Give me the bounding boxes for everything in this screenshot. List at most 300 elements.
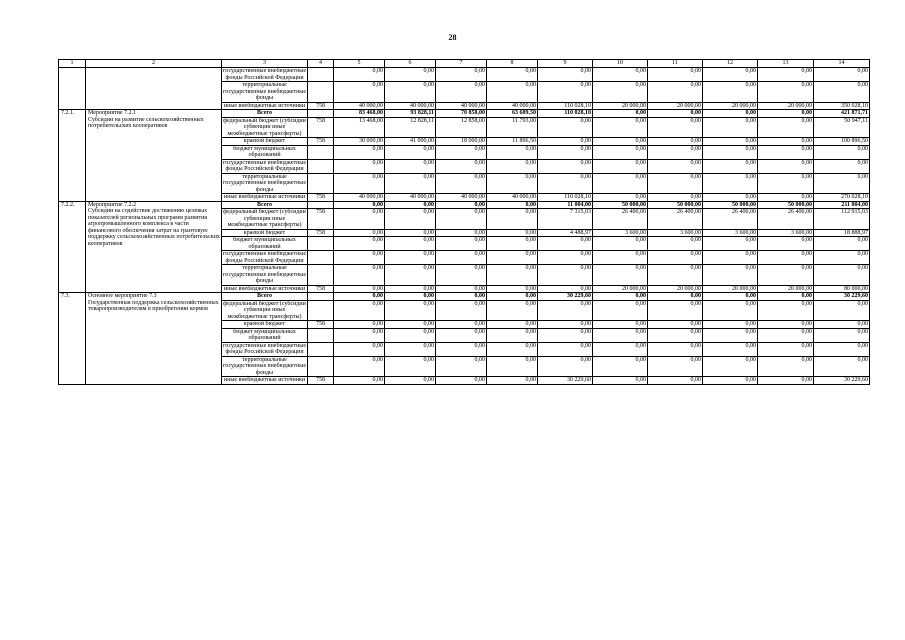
budget-code	[308, 237, 334, 251]
amount-cell: 0,00	[703, 237, 758, 251]
amount-cell: 0,00	[487, 321, 538, 329]
budget-table	[58, 59, 870, 385]
amount-cell: 0,00	[703, 377, 758, 385]
amount-cell: 0,00	[814, 356, 870, 377]
budget-code: 758	[308, 377, 334, 385]
budget-code	[308, 145, 334, 159]
amount-cell: 40 000,00	[487, 194, 538, 202]
amount-cell: 110 028,10	[538, 110, 593, 118]
amount-cell: 110 028,10	[538, 194, 593, 202]
amount-cell: 0,00	[487, 209, 538, 230]
amount-cell: 0,00	[703, 300, 758, 321]
amount-cell: 0,00	[334, 159, 385, 173]
amount-cell: 0,00	[703, 321, 758, 329]
amount-cell: 0,00	[758, 377, 814, 385]
amount-cell: 0,00	[703, 173, 758, 194]
amount-cell: 0,00	[814, 321, 870, 329]
amount-cell: 0,00	[385, 285, 436, 293]
header-cell: 1	[59, 60, 86, 68]
amount-cell: 0,00	[487, 293, 538, 301]
amount-cell: 0,00	[538, 321, 593, 329]
amount-cell: 0,00	[385, 82, 436, 103]
amount-cell: 0,00	[538, 328, 593, 342]
amount-cell: 0,00	[814, 237, 870, 251]
amount-cell: 0,00	[538, 237, 593, 251]
amount-cell: 0,00	[436, 251, 487, 265]
amount-cell: 0,00	[334, 328, 385, 342]
funding-source: краевой бюджет	[222, 138, 308, 146]
funding-source: территориальные государственные внебюджетные фонды	[223, 173, 306, 193]
amount-cell: 0,00	[538, 138, 593, 146]
amount-cell: 0,00	[436, 159, 487, 173]
table-row	[59, 201, 870, 209]
funding-source: бюджет муниципальных образований	[222, 145, 308, 159]
amount-cell: 0,00	[758, 328, 814, 342]
amount-cell: 0,00	[703, 145, 758, 159]
amount-cell: 0,00	[703, 293, 758, 301]
header-cell: 6	[385, 60, 436, 68]
amount-cell: 0,00	[758, 159, 814, 173]
amount-cell: 0,00	[436, 209, 487, 230]
header-cell: 7	[436, 60, 487, 68]
amount-cell: 0,00	[385, 328, 436, 342]
budget-code	[308, 110, 334, 118]
funding-source: государственные внебюджетные фонды Российской Федерации	[223, 251, 306, 264]
amount-cell: 0,00	[703, 194, 758, 202]
amount-cell: 0,00	[538, 159, 593, 173]
amount-cell: 50 000,00	[703, 201, 758, 209]
amount-cell: 0,00	[814, 82, 870, 103]
amount-cell: 0,00	[648, 321, 703, 329]
amount-cell: 0,00	[593, 117, 648, 138]
amount-cell: 0,00	[593, 293, 648, 301]
amount-cell: 0,00	[648, 328, 703, 342]
budget-code	[308, 342, 334, 356]
amount-cell: 0,00	[385, 145, 436, 159]
amount-cell: 3 600,00	[758, 229, 814, 237]
amount-cell: 0,00	[487, 237, 538, 251]
amount-cell: 0,00	[758, 145, 814, 159]
amount-cell: 26 400,00	[648, 209, 703, 230]
funding-source: государственные внебюджетные фонды Российской Федерации	[223, 68, 306, 81]
amount-cell: 0,00	[758, 82, 814, 103]
amount-cell: 0,00	[385, 265, 436, 286]
amount-cell: 50 947,11	[814, 117, 870, 138]
amount-cell: 3 600,00	[593, 229, 648, 237]
funding-source: Всего	[222, 293, 308, 301]
amount-cell: 40 000,00	[487, 102, 538, 110]
amount-cell: 0,00	[648, 145, 703, 159]
amount-cell: 0,00	[648, 173, 703, 194]
budget-code	[308, 159, 334, 173]
amount-cell: 0,00	[487, 265, 538, 286]
amount-cell: 20 000,00	[758, 102, 814, 110]
amount-cell: 0,00	[758, 194, 814, 202]
amount-cell: 0,00	[538, 82, 593, 103]
header-cell: 2	[86, 60, 222, 68]
amount-cell: 0,00	[334, 68, 385, 82]
amount-cell: 0,00	[385, 68, 436, 82]
amount-cell: 0,00	[758, 300, 814, 321]
amount-cell: 7 315,03	[538, 209, 593, 230]
budget-code: 758	[308, 117, 334, 138]
amount-cell: 40 000,00	[436, 194, 487, 202]
amount-cell: 0,00	[758, 342, 814, 356]
amount-cell: 0,00	[703, 138, 758, 146]
amount-cell: 112 915,03	[814, 209, 870, 230]
budget-code	[308, 300, 334, 321]
table-row	[59, 110, 870, 118]
amount-cell: 0,00	[334, 285, 385, 293]
amount-cell: 0,00	[487, 342, 538, 356]
amount-cell: 0,00	[593, 159, 648, 173]
budget-code: 758	[308, 138, 334, 146]
amount-cell: 0,00	[593, 300, 648, 321]
budget-code: 758	[308, 285, 334, 293]
amount-cell: 270 028,10	[814, 194, 870, 202]
amount-cell: 30 229,60	[814, 293, 870, 301]
amount-cell: 0,00	[758, 321, 814, 329]
amount-cell: 0,00	[593, 356, 648, 377]
amount-cell: 0,00	[758, 251, 814, 265]
amount-cell: 0,00	[593, 194, 648, 202]
amount-cell: 0,00	[593, 321, 648, 329]
amount-cell: 30 229,60	[538, 377, 593, 385]
amount-cell: 80 000,00	[814, 285, 870, 293]
amount-cell: 0,00	[385, 342, 436, 356]
amount-cell: 93 828,11	[385, 110, 436, 118]
amount-cell: 0,00	[758, 356, 814, 377]
funding-source: иные внебюджетные источники	[222, 194, 308, 202]
amount-cell: 0,00	[487, 285, 538, 293]
activity-description	[86, 110, 222, 202]
amount-cell: 0,00	[334, 145, 385, 159]
budget-code	[308, 68, 334, 82]
amount-cell: 0,00	[703, 251, 758, 265]
budget-code: 758	[308, 321, 334, 329]
header-cell: 10	[593, 60, 648, 68]
funding-source: иные внебюджетные источники	[222, 102, 308, 110]
amount-cell: 83 468,00	[334, 110, 385, 118]
amount-cell: 0,00	[334, 173, 385, 194]
header-cell: 9	[538, 60, 593, 68]
amount-cell: 0,00	[648, 356, 703, 377]
amount-cell: 0,00	[487, 145, 538, 159]
budget-code	[308, 356, 334, 377]
amount-cell: 0,00	[703, 342, 758, 356]
amount-cell: 0,00	[703, 356, 758, 377]
amount-cell: 50 000,00	[758, 201, 814, 209]
amount-cell: 20 000,00	[593, 285, 648, 293]
funding-source: иные внебюджетные источники	[222, 285, 308, 293]
amount-cell: 0,00	[814, 159, 870, 173]
amount-cell: 0,00	[436, 237, 487, 251]
amount-cell: 0,00	[385, 251, 436, 265]
amount-cell: 211 804,00	[814, 201, 870, 209]
amount-cell: 0,00	[538, 117, 593, 138]
amount-cell: 0,00	[385, 293, 436, 301]
header-cell: 4	[308, 60, 334, 68]
amount-cell: 0,00	[648, 159, 703, 173]
amount-cell: 0,00	[436, 377, 487, 385]
amount-cell: 0,00	[593, 265, 648, 286]
amount-cell: 0,00	[648, 265, 703, 286]
amount-cell: 0,00	[593, 138, 648, 146]
amount-cell: 0,00	[648, 293, 703, 301]
amount-cell: 0,00	[385, 201, 436, 209]
funding-source: федеральный бюджет (субсидии субвенции иные межбюджетные трансферты)	[223, 300, 306, 320]
amount-cell: 0,00	[814, 265, 870, 286]
amount-cell: 0,00	[436, 145, 487, 159]
funding-source: государственные внебюджетные фонды Российской Федерации	[223, 342, 306, 355]
amount-cell: 0,00	[648, 237, 703, 251]
amount-cell: 0,00	[758, 293, 814, 301]
funding-source: бюджет муниципальных образований	[222, 328, 308, 342]
amount-cell: 0,00	[648, 194, 703, 202]
funding-source: Всего	[222, 201, 308, 209]
amount-cell: 0,00	[703, 110, 758, 118]
amount-cell: 0,00	[538, 356, 593, 377]
activity-number	[59, 68, 86, 110]
amount-cell: 0,00	[814, 300, 870, 321]
budget-code: 758	[308, 194, 334, 202]
amount-cell: 0,00	[385, 237, 436, 251]
amount-cell: 0,00	[436, 328, 487, 342]
amount-cell: 0,00	[334, 265, 385, 286]
amount-cell: 0,00	[334, 209, 385, 230]
activity-description	[86, 201, 222, 293]
amount-cell: 0,00	[436, 68, 487, 82]
amount-cell: 0,00	[593, 110, 648, 118]
amount-cell: 0,00	[703, 117, 758, 138]
funding-source: территориальные государственные внебюджетные фонды	[223, 356, 306, 376]
amount-cell: 0,00	[593, 251, 648, 265]
amount-cell: 0,00	[703, 68, 758, 82]
amount-cell: 0,00	[538, 285, 593, 293]
amount-cell: 0,00	[334, 342, 385, 356]
amount-cell: 0,00	[436, 300, 487, 321]
amount-cell: 0,00	[758, 110, 814, 118]
header-cell: 5	[334, 60, 385, 68]
activity-title: Мероприятие 7.2.2	[88, 201, 137, 208]
amount-cell: 0,00	[758, 117, 814, 138]
amount-cell: 20 000,00	[648, 102, 703, 110]
amount-cell: 0,00	[593, 82, 648, 103]
budget-code	[308, 293, 334, 301]
funding-source: государственные внебюджетные фонды Российской Федерации	[223, 159, 306, 172]
amount-cell: 0,00	[436, 293, 487, 301]
amount-cell: 4 488,97	[538, 229, 593, 237]
budget-code	[308, 265, 334, 286]
amount-cell: 0,00	[814, 251, 870, 265]
amount-cell: 0,00	[703, 82, 758, 103]
amount-cell: 11 793,00	[487, 117, 538, 138]
amount-cell: 0,00	[593, 377, 648, 385]
amount-cell: 0,00	[487, 201, 538, 209]
amount-cell: 40 000,00	[334, 102, 385, 110]
budget-code	[308, 201, 334, 209]
amount-cell: 30 229,60	[814, 377, 870, 385]
activity-number: 7.3.	[59, 293, 86, 385]
budget-code	[308, 173, 334, 194]
activity-description	[86, 68, 222, 110]
amount-cell: 0,00	[814, 328, 870, 342]
amount-cell: 0,00	[648, 68, 703, 82]
amount-cell: 0,00	[385, 173, 436, 194]
amount-cell: 20 000,00	[648, 285, 703, 293]
activity-title: Мероприятие 7.2.1	[88, 110, 137, 116]
amount-cell: 0,00	[538, 342, 593, 356]
amount-cell: 0,00	[334, 229, 385, 237]
amount-cell: 0,00	[538, 68, 593, 82]
amount-cell: 0,00	[487, 356, 538, 377]
header-cell: 13	[758, 60, 814, 68]
table-body	[59, 60, 870, 385]
amount-cell: 0,00	[538, 251, 593, 265]
header-cell: 8	[487, 60, 538, 68]
amount-cell: 50 000,00	[648, 201, 703, 209]
budget-code	[308, 251, 334, 265]
amount-cell: 0,00	[385, 377, 436, 385]
amount-cell: 0,00	[648, 110, 703, 118]
amount-cell: 0,00	[648, 377, 703, 385]
funding-source: федеральный бюджет (субсидии субвенции иные межбюджетные трансферты)	[223, 209, 306, 228]
budget-code: 758	[308, 209, 334, 230]
amount-cell: 0,00	[648, 138, 703, 146]
amount-cell: 0,00	[648, 300, 703, 321]
header-cell: 12	[703, 60, 758, 68]
budget-code: 758	[308, 229, 334, 237]
amount-cell: 0,00	[334, 82, 385, 103]
amount-cell: 30 229,60	[538, 293, 593, 301]
funding-source: территориальные государственные внебюджетные фонды	[223, 265, 306, 284]
amount-cell: 0,00	[758, 237, 814, 251]
amount-cell: 0,00	[758, 68, 814, 82]
amount-cell: 0,00	[703, 328, 758, 342]
amount-cell: 0,00	[436, 321, 487, 329]
activity-number: 7.2.1.	[59, 110, 86, 202]
activity-text: Субсидии на развитие сельскохозяйственных потребительских кооперативов	[88, 116, 204, 129]
amount-cell: 0,00	[334, 201, 385, 209]
amount-cell: 0,00	[436, 265, 487, 286]
amount-cell: 0,00	[436, 342, 487, 356]
funding-source: бюджет муниципальных образований	[222, 237, 308, 251]
amount-cell: 26 400,00	[703, 209, 758, 230]
amount-cell: 70 858,00	[436, 110, 487, 118]
header-row	[59, 60, 870, 68]
amount-cell: 421 871,71	[814, 110, 870, 118]
amount-cell: 0,00	[538, 265, 593, 286]
amount-cell: 100 896,50	[814, 138, 870, 146]
page-number: 28	[448, 33, 457, 42]
amount-cell: 0,00	[703, 159, 758, 173]
amount-cell: 0,00	[334, 300, 385, 321]
amount-cell: 0,00	[334, 237, 385, 251]
amount-cell: 0,00	[436, 356, 487, 377]
amount-cell: 0,00	[334, 356, 385, 377]
amount-cell: 26 400,00	[758, 209, 814, 230]
amount-cell: 0,00	[593, 328, 648, 342]
amount-cell: 40 000,00	[385, 102, 436, 110]
amount-cell: 0,00	[758, 265, 814, 286]
amount-cell: 0,00	[648, 342, 703, 356]
amount-cell: 0,00	[593, 68, 648, 82]
header-cell: 14	[814, 60, 870, 68]
activity-text: Государственная поддержка сельскохозяйственных товаропроизводителям в приобретении кормов	[88, 299, 219, 312]
activity-number: 7.2.2.	[59, 201, 86, 293]
funding-source: территориальные государственные внебюджетные фонды	[223, 82, 306, 101]
amount-cell: 0,00	[436, 201, 487, 209]
amount-cell: 40 000,00	[436, 102, 487, 110]
amount-cell: 0,00	[487, 173, 538, 194]
amount-cell: 40 000,00	[385, 194, 436, 202]
amount-cell: 0,00	[538, 300, 593, 321]
amount-cell: 50 000,00	[593, 201, 648, 209]
amount-cell: 20 000,00	[703, 285, 758, 293]
amount-cell: 0,00	[538, 173, 593, 194]
amount-cell: 0,00	[487, 82, 538, 103]
amount-cell: 40 000,00	[334, 194, 385, 202]
amount-cell: 0,00	[538, 145, 593, 159]
activity-text: Субсидии на содействие достижению целевых показателей региональных программ развития агропромышленного комплекса в части финансового обеспечения затрат на грантовую поддержку сельскохозяйственных потребительских кооперативов	[88, 208, 220, 247]
amount-cell: 0,00	[814, 173, 870, 194]
amount-cell: 0,00	[648, 82, 703, 103]
amount-cell: 0,00	[758, 173, 814, 194]
amount-cell: 0,00	[487, 300, 538, 321]
budget-code	[308, 82, 334, 103]
amount-cell: 11 896,50	[487, 138, 538, 146]
amount-cell: 110 028,10	[538, 102, 593, 110]
amount-cell: 12 828,11	[385, 117, 436, 138]
amount-cell: 0,00	[648, 117, 703, 138]
amount-cell: 0,00	[436, 285, 487, 293]
amount-cell: 11 804,00	[538, 201, 593, 209]
budget-code	[308, 328, 334, 342]
amount-cell: 18 888,97	[814, 229, 870, 237]
amount-cell: 0,00	[593, 173, 648, 194]
activity-title: Основное мероприятие 7.3	[88, 293, 157, 299]
amount-cell: 20 000,00	[758, 285, 814, 293]
amount-cell: 0,00	[814, 342, 870, 356]
amount-cell: 3 600,00	[703, 229, 758, 237]
table-row	[59, 68, 870, 82]
amount-cell: 0,00	[436, 229, 487, 237]
amount-cell: 0,00	[487, 377, 538, 385]
amount-cell: 0,00	[648, 251, 703, 265]
funding-source: краевой бюджет	[222, 321, 308, 329]
amount-cell: 0,00	[593, 342, 648, 356]
amount-cell: 0,00	[814, 145, 870, 159]
funding-source: федеральный бюджет (субсидии субвенции иные межбюджетные трансферты)	[223, 117, 306, 137]
amount-cell: 0,00	[385, 300, 436, 321]
table-row	[59, 293, 870, 301]
amount-cell: 0,00	[334, 377, 385, 385]
amount-cell: 20 000,00	[703, 102, 758, 110]
amount-cell: 0,00	[334, 293, 385, 301]
amount-cell: 3 600,00	[648, 229, 703, 237]
amount-cell: 30 000,00	[334, 138, 385, 146]
amount-cell: 0,00	[334, 321, 385, 329]
funding-source: иные внебюджетные источники	[222, 377, 308, 385]
amount-cell: 0,00	[385, 209, 436, 230]
amount-cell: 18 000,00	[436, 138, 487, 146]
amount-cell: 0,00	[487, 159, 538, 173]
amount-cell: 41 000,00	[385, 138, 436, 146]
budget-code: 758	[308, 102, 334, 110]
amount-cell: 0,00	[814, 68, 870, 82]
header-cell: 3	[222, 60, 308, 68]
amount-cell: 0,00	[436, 82, 487, 103]
